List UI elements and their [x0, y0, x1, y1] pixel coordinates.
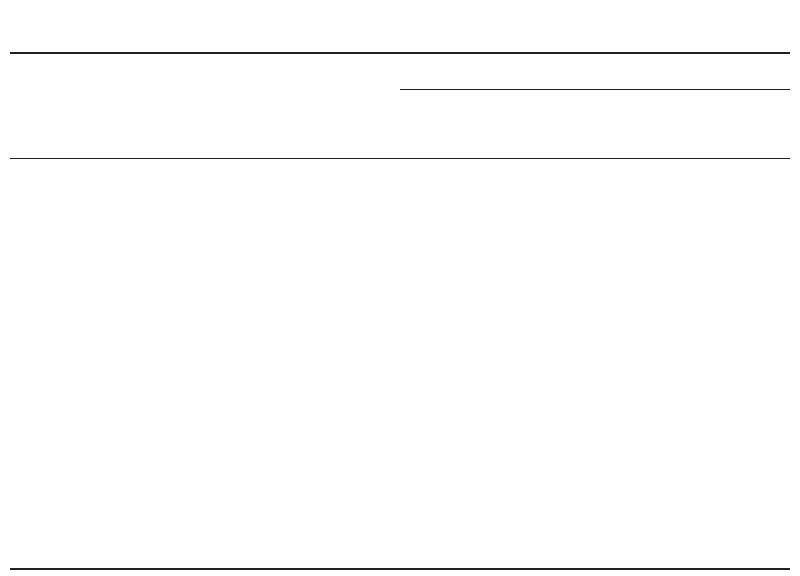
header-bottom-rule	[10, 158, 790, 159]
top-rule	[10, 52, 790, 54]
bottom-rule	[10, 568, 790, 570]
sub-header-rule	[400, 89, 790, 90]
